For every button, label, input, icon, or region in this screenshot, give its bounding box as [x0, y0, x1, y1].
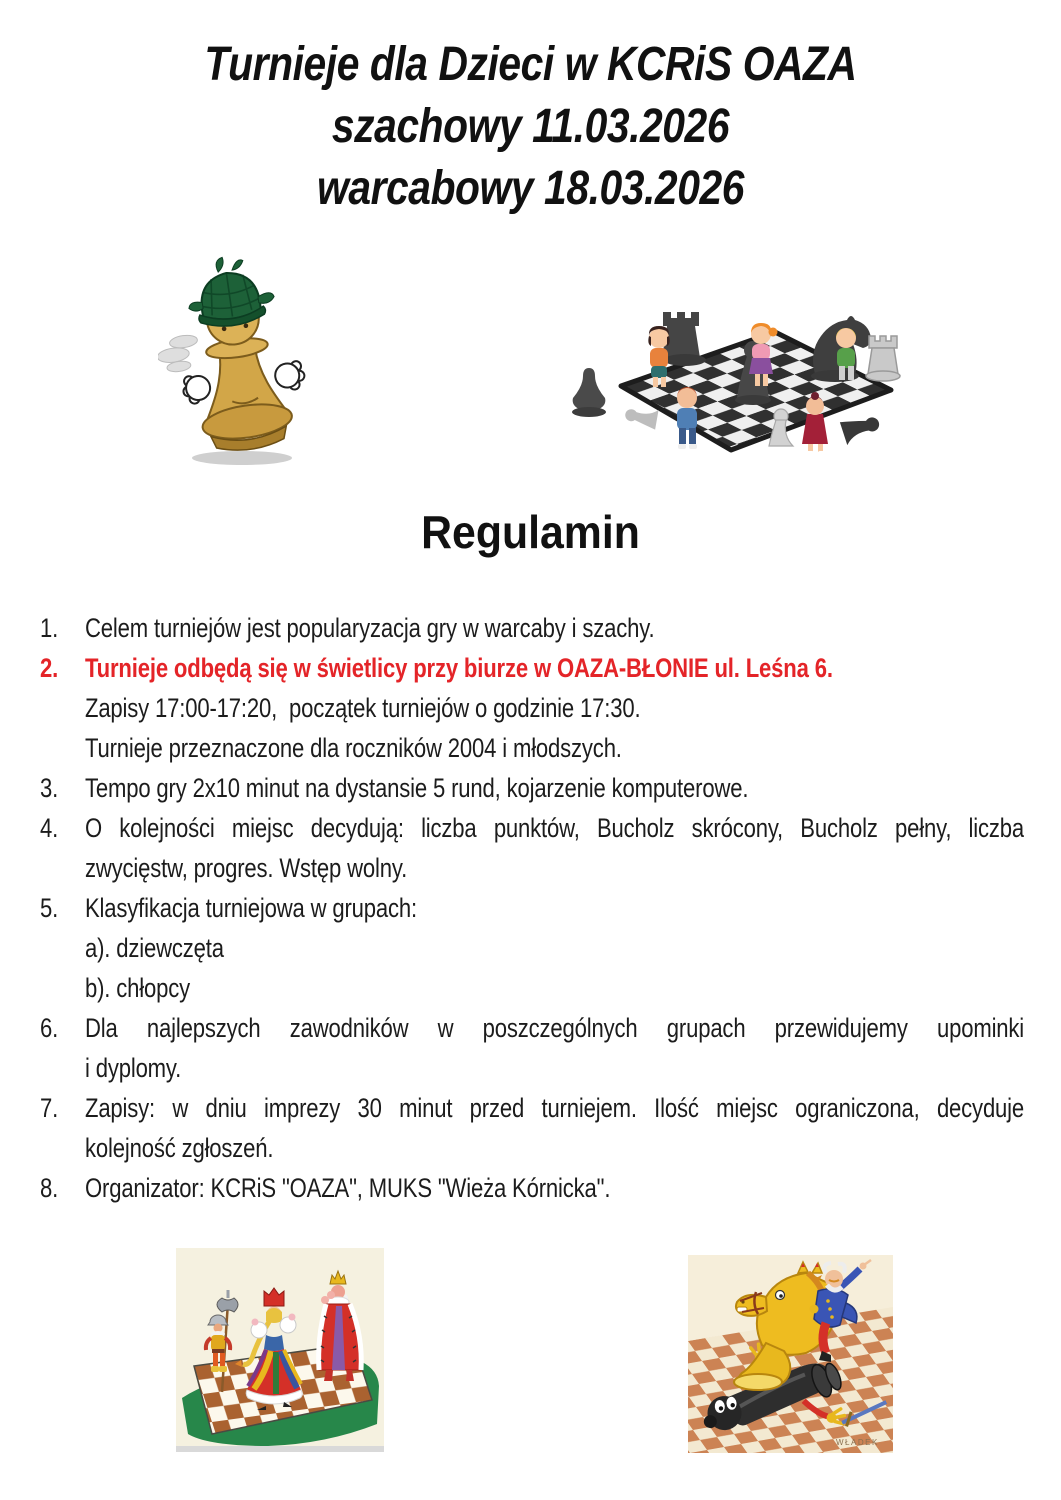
title-line-2: szachowy 11.03.2026 — [331, 100, 730, 153]
page-title — [80, 34, 982, 220]
section-heading: Regulamin — [421, 506, 640, 558]
rule-line: 8. Organizator: KCRiS "OAZA", MUKS "Wieża Kórnicka". — [40, 1173, 611, 1203]
rule-line: kolejność zgłoszeń. — [84, 1133, 274, 1163]
title-line-3: warcabowy 18.03.2026 — [317, 162, 744, 215]
smoke-puffs — [158, 334, 201, 375]
rule-line: 7. Zapisy: w dniu imprezy 30 minut przed turniejem. Ilość miejsc ograniczona, decyduje — [40, 1093, 1025, 1123]
glove-right — [274, 360, 307, 392]
king-queen-illustration — [176, 1248, 384, 1452]
pawn-detective-illustration — [158, 250, 322, 472]
detective-hat — [183, 251, 278, 331]
shadow — [192, 451, 292, 465]
knight-rider-illustration — [688, 1255, 893, 1453]
rule-line-highlighted: 2. Turnieje odbędą się w świetlicy przy biurze w OAZA-BŁONIE ul. Leśna 6. — [40, 653, 833, 683]
rule-line: Turnieje przeznaczone dla roczników 2004 i młodszych. — [84, 733, 622, 763]
rule-line: 5. Klasyfikacja turniejowa w grupach: — [40, 893, 418, 923]
title-line-1: Turnieje dla Dzieci w KCRiS OAZA — [204, 38, 857, 91]
rule-line: b). chłopcy — [84, 973, 190, 1003]
rule-line: a). dziewczęta — [84, 933, 224, 963]
rule-line: 1. Celem turniejów jest popularyzacja gry w warcaby i szachy. — [40, 613, 655, 643]
children-chessboard-illustration — [563, 298, 906, 460]
glove-left — [181, 373, 212, 404]
rule-line: i dyplomy. — [84, 1053, 182, 1083]
rule-line: 4. O kolejności miejsc decydują: liczba punktów, Bucholz skrócony, Bucholz pełny, liczba — [40, 813, 1025, 843]
rules-list — [40, 608, 1024, 1208]
rule-line: 6. Dla najlepszych zawodników w poszczególnych grupach przewidujemy upominki — [40, 1013, 1025, 1043]
rule-line: zwycięstw, progres. Wstęp wolny. — [84, 853, 408, 883]
artist-signature: WŁADEK — [836, 1438, 879, 1447]
rule-line: 3. Tempo gry 2x10 minut na dystansie 5 rund, kojarzenie komputerowe. — [40, 773, 749, 803]
rule-line: Zapisy 17:00-17:20, początek turniejów o godzinie 17:30. — [84, 693, 641, 723]
